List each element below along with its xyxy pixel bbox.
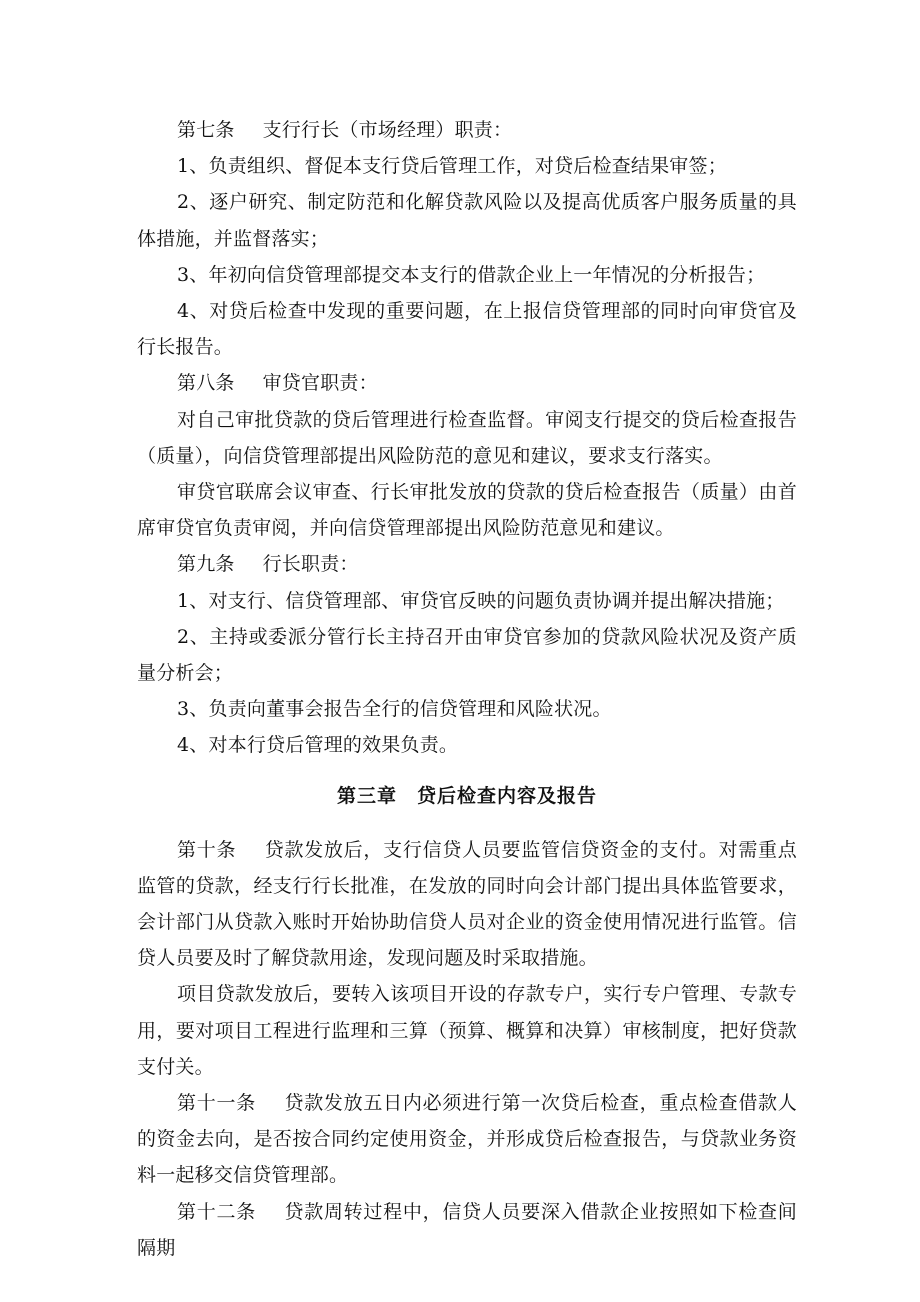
chapter-title: 第三章 贷后检查内容及报告 bbox=[336, 784, 597, 807]
paragraph-text: 贷款发放五日内必须进行第一次贷后检查，重点检查借款人的资金去向，是否按合同约定使用资金，并形成贷后检查报告，与贷款业务资料一起移交信贷管理部。 bbox=[137, 1092, 797, 1187]
paragraph: 3、年初向信贷管理部提交本支行的借款企业上一年情况的分析报告； bbox=[177, 263, 766, 286]
paragraph-text: 支行行长（市场经理）职责： bbox=[262, 119, 513, 141]
paragraph: 4、对贷后检查中发现的重要问题，在上报信贷管理部的同时向审贷官及行长报告。 bbox=[137, 300, 797, 359]
paragraph-text: 贷款发放后，支行信贷人员要监管信贷资金的支付。对需重点监管的贷款，经支行行长批准，在发放的同时向会计部门提出具体监管要求，会计部门从贷款入账时开始协助信贷人员对企业的资金使用情况进行监管。信贷人员要及时了解贷款用途，发现问题及时采取措施。 bbox=[137, 838, 797, 970]
article-number: 第十一条 bbox=[177, 1092, 256, 1115]
paragraph: 4、对本行贷后管理的效果负责。 bbox=[177, 734, 459, 757]
article-12 bbox=[137, 1194, 797, 1266]
article-number: 第七条 bbox=[177, 119, 235, 141]
paragraph: 对自己审批贷款的贷后管理进行检查监督。审阅支行提交的贷后检查报告（质量），向信贷管理部提出风险防范的意见和建议，要求支行落实。 bbox=[137, 408, 797, 467]
article-number: 第九条 bbox=[177, 553, 235, 576]
section-inspection bbox=[137, 832, 797, 1266]
paragraph: 审贷官联席会议审查、行长审批发放的贷款的贷后检查报告（质量）由首席审贷官负责审阅，并向信贷管理部提出风险防范意见和建议。 bbox=[137, 481, 797, 540]
paragraph-text: 行长职责： bbox=[262, 553, 359, 576]
article-7-heading bbox=[137, 112, 797, 148]
article-number: 第十条 bbox=[177, 838, 237, 861]
article-number: 第十二条 bbox=[177, 1200, 256, 1223]
section-duties bbox=[137, 112, 797, 764]
article-8-heading bbox=[137, 365, 797, 401]
paragraph: 1、负责组织、督促本支行贷后管理工作，对贷后检查结果审签； bbox=[177, 155, 727, 178]
paragraph-text: 贷款周转过程中，信贷人员要深入借款企业按照如下检查间隔期 bbox=[137, 1200, 797, 1259]
paragraph-text: 审贷官职责： bbox=[262, 372, 378, 395]
paragraph: 1、对支行、信贷管理部、审贷官反映的问题负责协调并提出解决措施； bbox=[177, 589, 785, 612]
paragraph: 项目贷款发放后，要转入该项目开设的存款专户，实行专户管理、专款专用，要对项目工程进行监理和三算（预算、概算和决算）审核制度，把好贷款支付关。 bbox=[137, 983, 797, 1078]
article-10 bbox=[137, 832, 797, 977]
article-11 bbox=[137, 1085, 797, 1194]
paragraph: 2、主持或委派分管行长主持召开由审贷官参加的贷款风险状况及资产质量分析会； bbox=[137, 625, 797, 685]
paragraph: 3、负责向董事会报告全行的信贷管理和风险状况。 bbox=[177, 698, 612, 721]
article-number: 第八条 bbox=[177, 372, 235, 395]
article-9-heading bbox=[137, 546, 797, 582]
paragraph: 2、逐户研究、制定防范和化解贷款风险以及提高优质客户服务质量的具体措施，并监督落实； bbox=[137, 191, 797, 250]
document-page bbox=[137, 112, 797, 1266]
